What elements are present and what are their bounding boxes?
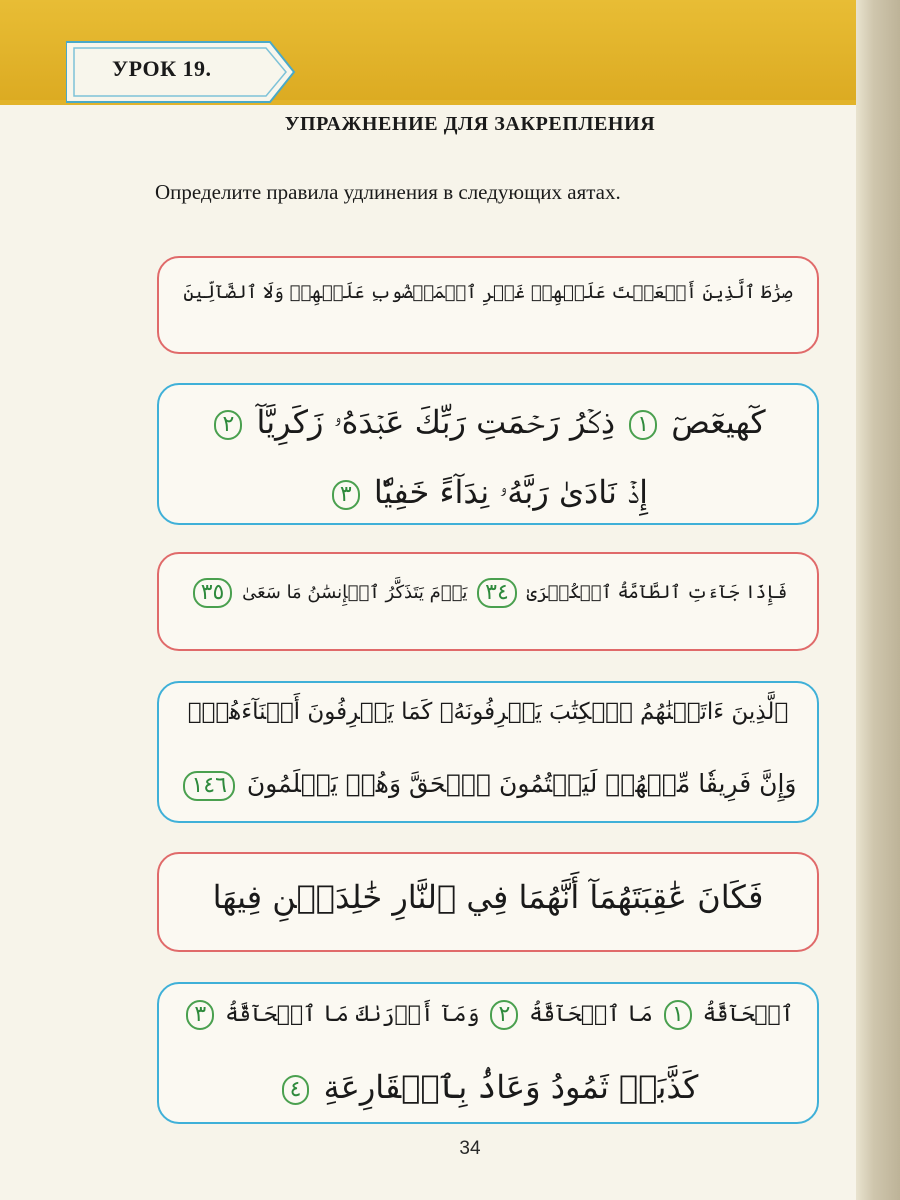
ayah-box-4 [157,681,819,823]
ayah-line [177,473,799,512]
ayah-line [177,878,799,916]
ayah-text: ذِكۡرُ رَحۡمَتِ رَبِّكَ عَبۡدَهُۥ زَكَرِيَّآ [256,403,616,441]
ayah-text: كٓهيعٓصٓ [671,403,766,441]
ayah-number-marker: ٢ [214,410,242,440]
ayah-line [177,699,799,725]
ayah-line [177,1000,799,1030]
book-spine [856,0,900,1200]
ayah-number-marker: ٢ [490,1000,518,1030]
lesson-label: УРОК 19. [112,56,212,81]
ayah-text: ٱلۡحَآقَّةُ [702,1002,794,1027]
ayah-text: كَذَّبَتۡ ثَمُودُ وَعَادُۢ بِٱلۡقَارِعَةِ [323,1068,699,1106]
ayah-box-3 [157,552,819,651]
ayah-number-marker: ١٤٦ [183,771,234,801]
ayah-number-marker: ٣٤ [477,578,517,608]
ayah-text: ٱلَّذِينَ ءَاتَيۡنَٰهُمُ ٱلۡكِتَٰبَ يَعۡرِفُونَهُۥ كَمَا يَعۡرِفُونَ أَبۡنَآءَهُمۡۖ [187,699,789,725]
ayah-box-5 [157,852,819,952]
ayah-number-marker: ١ [629,410,657,440]
page-number: 34 [459,1138,481,1159]
ayah-text: مَا ٱلۡحَآقَّةُ [529,1002,653,1027]
ayah-line [177,282,799,303]
ayah-number-marker: ١ [664,1000,692,1030]
exercise-instruction: Определите правила удлинения в следующих аятах. [155,180,621,204]
ayah-box-6 [157,982,819,1124]
ayah-text: وَمَآ أَدۡرَىٰكَ مَا ٱلۡحَآقَّةُ [225,1002,480,1027]
ayah-text: فَكَانَ عَٰقِبَتَهُمَآ أَنَّهُمَا فِي ٱلنَّارِ خَٰلِدَيۡنِ فِيهَا [212,878,764,916]
ayah-number-marker: ٣ [332,480,360,510]
ayah-number-marker: ٣ [186,1000,214,1030]
ayah-line [177,403,799,442]
ayah-line [177,769,799,801]
ayah-line [177,578,799,608]
ayah-text: فَإِذَا جَآءَتِ ٱلطَّآمَّةُ ٱلۡكُبۡرَىٰ [526,582,788,603]
ayah-text: إِذۡ نَادَىٰ رَبَّهُۥ نِدَآءً خَفِيّٗا [373,473,649,511]
ayah-number-marker: ٤ [282,1075,310,1105]
ayah-box-1 [157,256,819,354]
ayah-box-2 [157,383,819,525]
ayah-text: وَإِنَّ فَرِيقٗا مِّنۡهُمۡ لَيَكۡتُمُونَ ٱلۡحَقَّ وَهُمۡ يَعۡلَمُونَ [246,769,797,798]
ayah-text: صِرَٰطَ ٱلَّذِينَ أَنۡعَمۡتَ عَلَيۡهِمۡ غَيۡرِ ٱلۡمَغۡضُوبِ عَلَيۡهِمۡ وَلَا ٱلضَّآلِّينَ [183,282,793,303]
exercise-heading: УПРАЖНЕНИЕ ДЛЯ ЗАКРЕПЛЕНИЯ [284,113,656,135]
ayah-number-marker: ٣٥ [193,578,233,608]
ayah-text: يَوۡمَ يَتَذَكَّرُ ٱلۡإِنسَٰنُ مَا سَعَىٰ [242,582,468,603]
ayah-line [177,1068,799,1106]
